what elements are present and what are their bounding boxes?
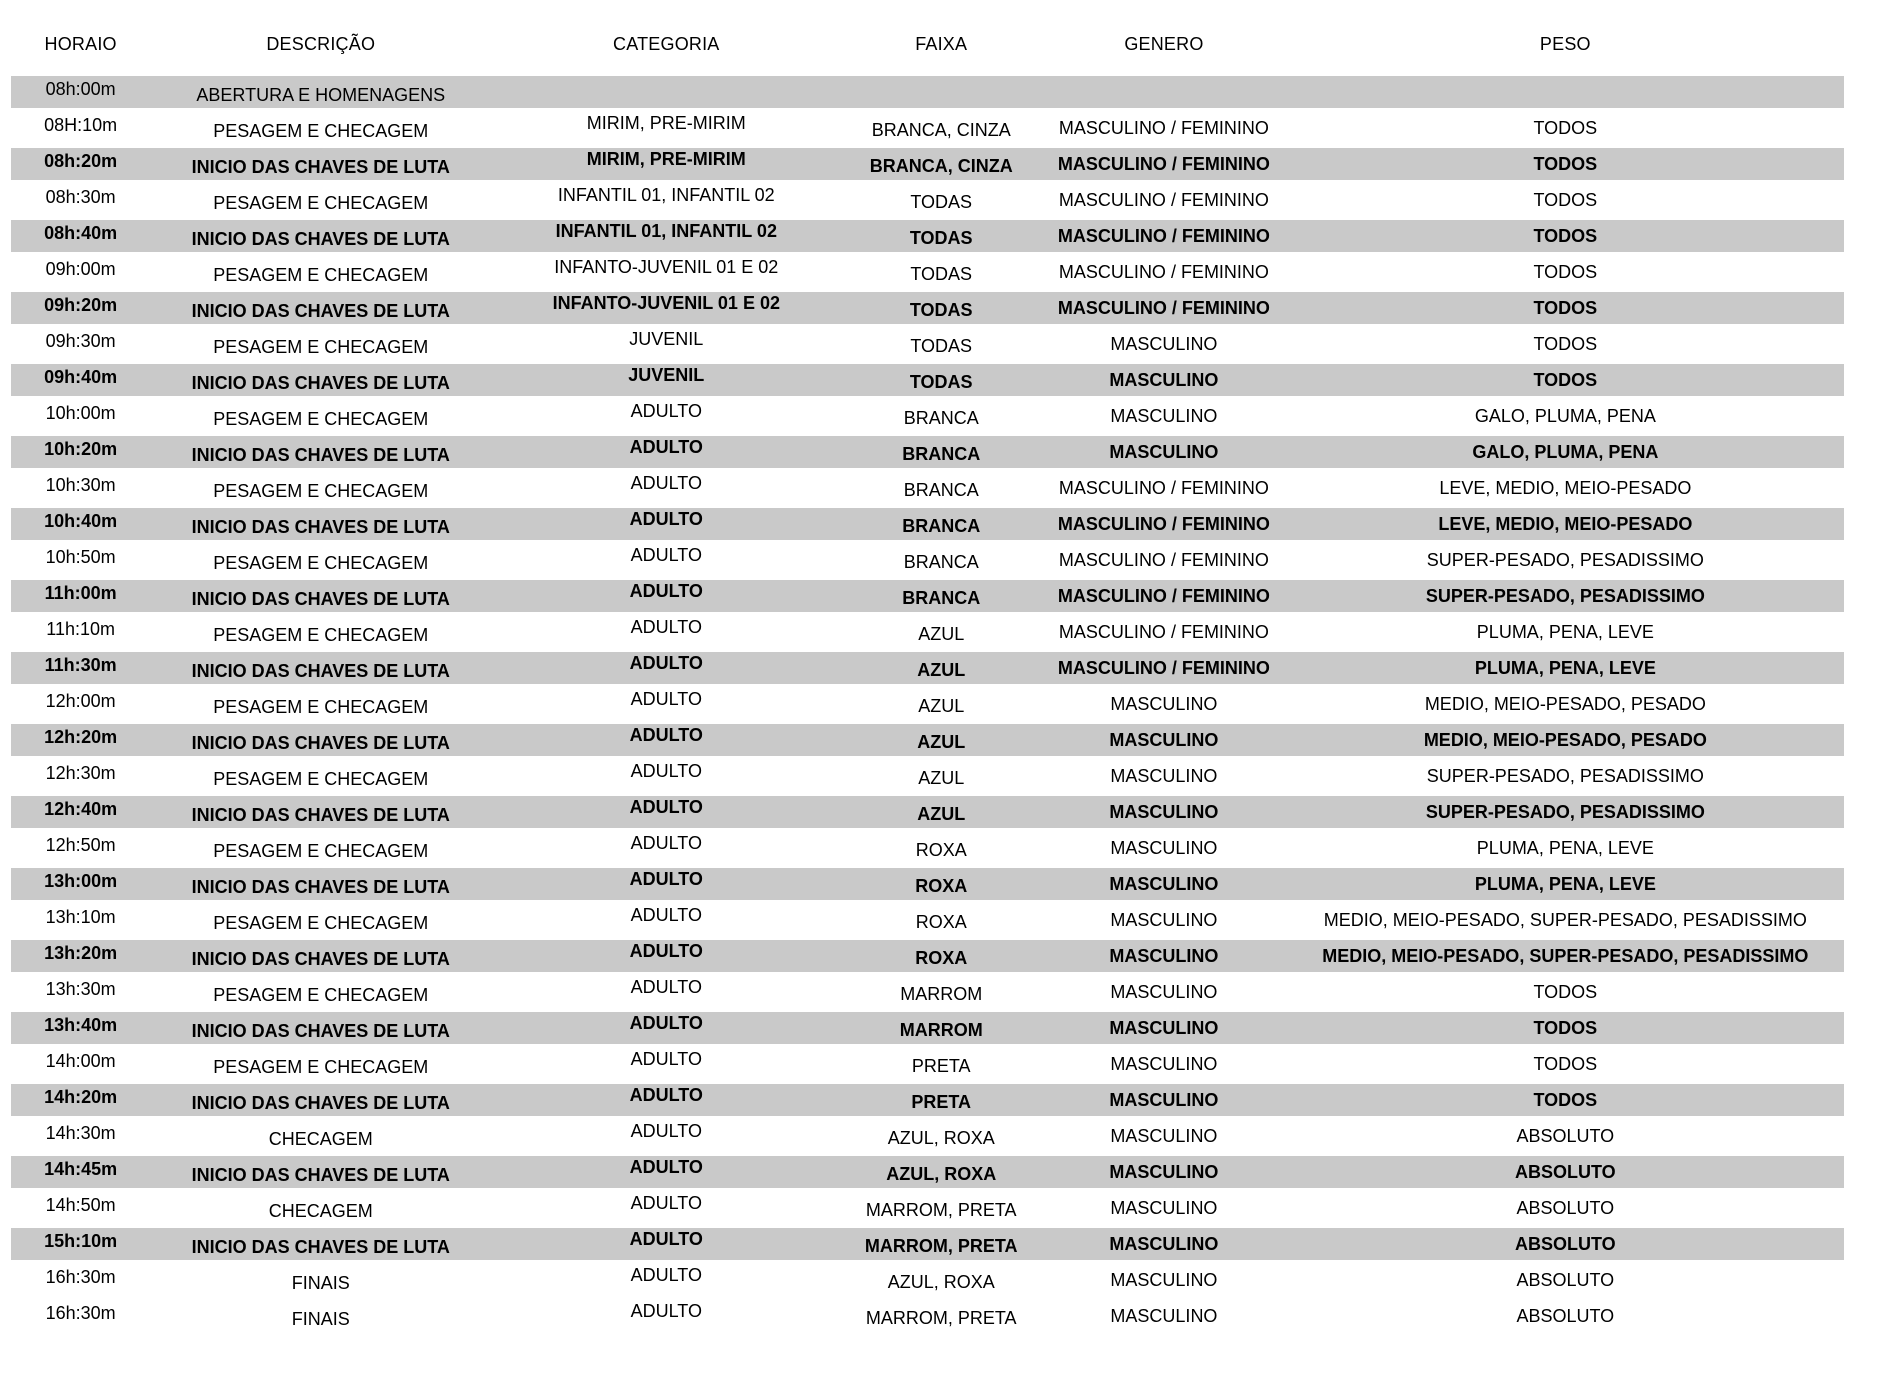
cell-horario: 14h:20m: [44, 1086, 118, 1107]
cell-genero: MASCULINO: [1110, 1197, 1218, 1218]
table-row: [11, 1046, 1844, 1082]
cell-categoria: ADULTO: [630, 832, 702, 853]
cell-peso: GALO, PLUMA, PENA: [1474, 405, 1656, 426]
cell-categoria: JUVENIL: [628, 364, 705, 385]
cell-peso: TODOS: [1533, 333, 1598, 354]
cell-categoria: ADULTO: [630, 1300, 702, 1321]
table-row: [11, 578, 1844, 614]
cell-faixa: MARROM: [899, 1019, 983, 1040]
cell-genero: MASCULINO: [1110, 837, 1218, 858]
cell-genero: MASCULINO: [1110, 909, 1218, 930]
cell-horario: 15h:10m: [44, 1230, 118, 1251]
cell-descricao: PESAGEM E CHECAGEM: [213, 840, 429, 861]
cell-categoria: ADULTO: [630, 544, 702, 565]
cell-descricao: PESAGEM E CHECAGEM: [213, 480, 429, 501]
cell-categoria: INFANTIL 01, INFANTIL 02: [557, 184, 775, 205]
table-row: [11, 974, 1844, 1010]
cell-peso: TODOS: [1533, 153, 1598, 174]
cell-faixa: BRANCA: [902, 515, 981, 536]
cell-categoria: ADULTO: [630, 688, 702, 709]
cell-faixa: TODAS: [909, 371, 973, 392]
cell-horario: 13h:10m: [45, 906, 116, 927]
cell-categoria: ADULTO: [630, 1192, 702, 1213]
cell-categoria: ADULTO: [629, 1012, 703, 1033]
cell-descricao: PESAGEM E CHECAGEM: [213, 912, 429, 933]
table-row: [11, 650, 1844, 686]
cell-faixa: BRANCA, CINZA: [869, 155, 1013, 176]
cell-categoria: INFANTO-JUVENIL 01 E 02: [554, 256, 779, 277]
cell-peso: TODOS: [1533, 1089, 1598, 1110]
table-row: [11, 758, 1844, 794]
cell-descricao: PESAGEM E CHECAGEM: [213, 336, 429, 357]
cell-descricao: INICIO DAS CHAVES DE LUTA: [191, 444, 450, 465]
cell-descricao: INICIO DAS CHAVES DE LUTA: [191, 804, 450, 825]
cell-peso: TODOS: [1533, 1017, 1598, 1038]
event-schedule-table: [11, 24, 1844, 1334]
cell-categoria: ADULTO: [629, 940, 703, 961]
cell-faixa: BRANCA: [903, 407, 979, 428]
cell-peso: TODOS: [1533, 261, 1598, 282]
cell-descricao: PESAGEM E CHECAGEM: [213, 120, 429, 141]
cell-peso: MEDIO, MEIO-PESADO, PESADO: [1423, 729, 1707, 750]
cell-peso: ABSOLUTO: [1516, 1269, 1615, 1290]
cell-faixa: BRANCA, CINZA: [871, 119, 1011, 140]
cell-descricao: INICIO DAS CHAVES DE LUTA: [191, 588, 450, 609]
cell-descricao: INICIO DAS CHAVES DE LUTA: [191, 300, 450, 321]
cell-faixa: TODAS: [909, 299, 973, 320]
cell-descricao: CHECAGEM: [268, 1128, 373, 1149]
cell-peso: ABSOLUTO: [1516, 1197, 1615, 1218]
cell-faixa: AZUL: [917, 731, 966, 752]
table-row: [11, 362, 1844, 398]
cell-peso: ABSOLUTO: [1515, 1233, 1616, 1254]
table-row: [11, 1010, 1844, 1046]
cell-faixa: MARROM: [900, 983, 983, 1004]
cell-horario: 16h:30m: [45, 1302, 116, 1323]
cell-horario: 10h:30m: [45, 474, 116, 495]
cell-peso: LEVE, MEDIO, MEIO-PESADO: [1438, 513, 1693, 534]
cell-peso: TODOS: [1533, 225, 1598, 246]
cell-genero: MASCULINO: [1110, 1125, 1218, 1146]
table-row: [11, 470, 1844, 506]
cell-genero: MASCULINO: [1109, 873, 1219, 894]
cell-categoria: ADULTO: [630, 1120, 702, 1141]
cell-horario: 14h:30m: [45, 1122, 116, 1143]
table-row: [11, 866, 1844, 902]
cell-faixa: ROXA: [915, 839, 967, 860]
cell-genero: MASCULINO: [1109, 1017, 1219, 1038]
cell-genero: MASCULINO: [1109, 1089, 1219, 1110]
cell-categoria: ADULTO: [629, 1228, 703, 1249]
cell-categoria: ADULTO: [629, 508, 703, 529]
cell-faixa: AZUL: [917, 803, 966, 824]
table-row: [11, 830, 1844, 866]
cell-horario: 08h:20m: [44, 150, 118, 171]
cell-genero: MASCULINO / FEMININO: [1058, 549, 1269, 570]
table-row: [11, 506, 1844, 542]
cell-descricao: INICIO DAS CHAVES DE LUTA: [191, 1236, 450, 1257]
cell-faixa: BRANCA: [903, 551, 979, 572]
cell-descricao: INICIO DAS CHAVES DE LUTA: [191, 1092, 450, 1113]
cell-faixa: TODAS: [910, 191, 973, 212]
cell-genero: MASCULINO / FEMININO: [1058, 477, 1269, 498]
cell-faixa: MARROM, PRETA: [865, 1307, 1017, 1328]
cell-peso: MEDIO, MEIO-PESADO, SUPER-PESADO, PESADISSIMO: [1323, 909, 1807, 930]
cell-horario: 10h:00m: [45, 402, 116, 423]
cell-descricao: CHECAGEM: [268, 1200, 373, 1221]
cell-horario: 12h:00m: [45, 690, 116, 711]
cell-descricao: PESAGEM E CHECAGEM: [213, 1056, 429, 1077]
cell-peso: ABSOLUTO: [1516, 1125, 1615, 1146]
cell-horario: 13h:00m: [44, 870, 118, 891]
cell-categoria: ADULTO: [629, 724, 703, 745]
table-row: [11, 1262, 1844, 1298]
table-body: [11, 74, 1844, 1334]
cell-peso: SUPER-PESADO, PESADISSIMO: [1426, 549, 1704, 570]
cell-genero: MASCULINO: [1110, 333, 1218, 354]
column-header-peso: PESO: [1539, 33, 1591, 54]
cell-horario: 10h:50m: [45, 546, 116, 567]
cell-categoria: ADULTO: [629, 580, 703, 601]
cell-peso: PLUMA, PENA, LEVE: [1474, 873, 1656, 894]
table-row: [11, 1190, 1844, 1226]
cell-peso: TODOS: [1533, 1053, 1598, 1074]
cell-faixa: AZUL, ROXA: [886, 1163, 997, 1184]
cell-faixa: MARROM, PRETA: [865, 1199, 1017, 1220]
cell-descricao: INICIO DAS CHAVES DE LUTA: [191, 1020, 450, 1041]
column-header-genero: GENERO: [1124, 33, 1204, 54]
cell-genero: MASCULINO: [1110, 1305, 1218, 1326]
cell-descricao: INICIO DAS CHAVES DE LUTA: [191, 1164, 450, 1185]
cell-categoria: JUVENIL: [629, 328, 704, 349]
cell-categoria: ADULTO: [629, 868, 703, 889]
cell-faixa: ROXA: [915, 947, 968, 968]
cell-genero: MASCULINO / FEMININO: [1058, 261, 1269, 282]
cell-descricao: PESAGEM E CHECAGEM: [213, 264, 429, 285]
cell-horario: 10h:40m: [44, 510, 118, 531]
cell-faixa: AZUL: [918, 767, 965, 788]
cell-categoria: ADULTO: [629, 1084, 703, 1105]
table-row: [11, 902, 1844, 938]
cell-descricao: INICIO DAS CHAVES DE LUTA: [191, 156, 450, 177]
cell-categoria: ADULTO: [630, 616, 702, 637]
cell-peso: TODOS: [1533, 981, 1598, 1002]
cell-peso: SUPER-PESADO, PESADISSIMO: [1426, 765, 1704, 786]
cell-faixa: MARROM, PRETA: [864, 1235, 1018, 1256]
cell-horario: 08h:40m: [44, 222, 118, 243]
cell-descricao: INICIO DAS CHAVES DE LUTA: [191, 948, 450, 969]
cell-categoria: ADULTO: [630, 976, 702, 997]
table-row: [11, 254, 1844, 290]
cell-horario: 08h:00m: [45, 78, 116, 99]
cell-genero: MASCULINO: [1110, 405, 1218, 426]
cell-descricao: PESAGEM E CHECAGEM: [213, 984, 429, 1005]
cell-genero: MASCULINO: [1110, 765, 1218, 786]
cell-genero: MASCULINO / FEMININO: [1057, 225, 1270, 246]
cell-genero: MASCULINO: [1109, 1161, 1219, 1182]
cell-horario: 12h:30m: [45, 762, 116, 783]
table-row: [11, 326, 1844, 362]
cell-horario: 10h:20m: [44, 438, 118, 459]
cell-peso: MEDIO, MEIO-PESADO, SUPER-PESADO, PESADISSIMO: [1322, 945, 1809, 966]
cell-peso: SUPER-PESADO, PESADISSIMO: [1425, 801, 1705, 822]
cell-horario: 13h:40m: [44, 1014, 118, 1035]
cell-faixa: AZUL: [918, 623, 965, 644]
cell-genero: MASCULINO: [1109, 729, 1219, 750]
cell-horario: 14h:50m: [45, 1194, 116, 1215]
cell-faixa: AZUL: [917, 659, 966, 680]
cell-horario: 09h:40m: [44, 366, 118, 387]
cell-horario: 14h:45m: [44, 1158, 118, 1179]
cell-peso: ABSOLUTO: [1516, 1305, 1615, 1326]
table-row: [11, 686, 1844, 722]
cell-horario: 08H:10m: [44, 114, 118, 135]
cell-categoria: ADULTO: [630, 760, 702, 781]
cell-descricao: PESAGEM E CHECAGEM: [213, 768, 429, 789]
cell-descricao: FINAIS: [291, 1308, 350, 1329]
cell-genero: MASCULINO: [1109, 945, 1219, 966]
cell-faixa: AZUL, ROXA: [887, 1271, 995, 1292]
table-row: [11, 218, 1844, 254]
cell-horario: 09h:00m: [45, 258, 116, 279]
cell-categoria: INFANTIL 01, INFANTIL 02: [555, 220, 777, 241]
cell-descricao: PESAGEM E CHECAGEM: [213, 552, 429, 573]
cell-horario: 08h:30m: [45, 186, 116, 207]
table-row: [11, 1082, 1844, 1118]
cell-descricao: FINAIS: [291, 1272, 350, 1293]
cell-genero: MASCULINO / FEMININO: [1057, 297, 1270, 318]
column-header-descricao: DESCRIÇÃO: [266, 33, 376, 54]
cell-genero: MASCULINO / FEMININO: [1057, 513, 1270, 534]
cell-descricao: INICIO DAS CHAVES DE LUTA: [191, 876, 450, 897]
cell-genero: MASCULINO: [1109, 801, 1219, 822]
table-row: [11, 74, 1844, 110]
cell-horario: 14h:00m: [45, 1050, 116, 1071]
cell-genero: MASCULINO / FEMININO: [1058, 117, 1269, 138]
table-row: [11, 1118, 1844, 1154]
cell-categoria: ADULTO: [630, 472, 702, 493]
cell-horario: 12h:20m: [44, 726, 118, 747]
cell-peso: TODOS: [1533, 117, 1598, 138]
cell-peso: MEDIO, MEIO-PESADO, PESADO: [1424, 693, 1706, 714]
table-row: [11, 110, 1844, 146]
cell-horario: 13h:30m: [45, 978, 116, 999]
cell-categoria: ADULTO: [630, 904, 702, 925]
cell-genero: MASCULINO / FEMININO: [1057, 585, 1270, 606]
cell-peso: TODOS: [1533, 369, 1598, 390]
cell-peso: LEVE, MEDIO, MEIO-PESADO: [1439, 477, 1692, 498]
cell-categoria: ADULTO: [629, 652, 703, 673]
cell-descricao: PESAGEM E CHECAGEM: [213, 624, 429, 645]
cell-genero: MASCULINO: [1109, 441, 1219, 462]
cell-faixa: BRANCA: [902, 587, 981, 608]
table-row: [11, 1226, 1844, 1262]
cell-descricao: PESAGEM E CHECAGEM: [213, 696, 429, 717]
cell-genero: MASCULINO: [1109, 1233, 1219, 1254]
cell-categoria: ADULTO: [629, 1156, 703, 1177]
cell-genero: MASCULINO / FEMININO: [1058, 189, 1269, 210]
table-row: [11, 938, 1844, 974]
cell-genero: MASCULINO: [1110, 1269, 1218, 1290]
cell-peso: TODOS: [1533, 297, 1598, 318]
cell-faixa: ROXA: [915, 875, 968, 896]
cell-peso: ABSOLUTO: [1515, 1161, 1616, 1182]
cell-horario: 11h:00m: [44, 582, 117, 603]
cell-genero: MASCULINO: [1110, 693, 1218, 714]
table-row: [11, 794, 1844, 830]
cell-faixa: PRETA: [911, 1091, 972, 1112]
cell-faixa: BRANCA: [903, 479, 979, 500]
cell-categoria: ADULTO: [630, 1264, 702, 1285]
cell-categoria: ADULTO: [630, 1048, 702, 1069]
table-row: [11, 1154, 1844, 1190]
cell-horario: 16h:30m: [45, 1266, 116, 1287]
cell-descricao: PESAGEM E CHECAGEM: [213, 192, 429, 213]
cell-horario: 09h:30m: [45, 330, 116, 351]
table-row: [11, 542, 1844, 578]
cell-descricao: ABERTURA E HOMENAGENS: [196, 84, 446, 105]
cell-categoria: INFANTO-JUVENIL 01 E 02: [552, 292, 780, 313]
cell-genero: MASCULINO: [1110, 981, 1218, 1002]
cell-categoria: ADULTO: [629, 796, 703, 817]
cell-peso: TODOS: [1533, 189, 1598, 210]
cell-peso: GALO, PLUMA, PENA: [1472, 441, 1659, 462]
column-header-horario: HORAIO: [44, 33, 117, 54]
cell-peso: PLUMA, PENA, LEVE: [1476, 621, 1654, 642]
cell-peso: SUPER-PESADO, PESADISSIMO: [1425, 585, 1705, 606]
cell-genero: MASCULINO / FEMININO: [1057, 153, 1270, 174]
table-row: [11, 290, 1844, 326]
cell-descricao: INICIO DAS CHAVES DE LUTA: [191, 372, 450, 393]
table-row: [11, 1298, 1844, 1334]
table-header-row: [11, 24, 1844, 64]
cell-faixa: PRETA: [911, 1055, 971, 1076]
table-row: [11, 182, 1844, 218]
cell-genero: MASCULINO / FEMININO: [1058, 621, 1269, 642]
cell-peso: PLUMA, PENA, LEVE: [1474, 657, 1656, 678]
cell-descricao: INICIO DAS CHAVES DE LUTA: [191, 660, 450, 681]
cell-horario: 12h:50m: [45, 834, 116, 855]
cell-horario: 09h:20m: [44, 294, 118, 315]
cell-horario: 13h:20m: [44, 942, 118, 963]
cell-descricao: INICIO DAS CHAVES DE LUTA: [191, 516, 450, 537]
cell-genero: MASCULINO: [1110, 1053, 1218, 1074]
cell-faixa: AZUL: [918, 695, 965, 716]
cell-faixa: BRANCA: [902, 443, 981, 464]
cell-horario: 12h:40m: [44, 798, 118, 819]
cell-faixa: TODAS: [910, 335, 973, 356]
cell-descricao: PESAGEM E CHECAGEM: [213, 408, 429, 429]
cell-horario: 11h:30m: [44, 654, 117, 675]
cell-faixa: AZUL, ROXA: [887, 1127, 995, 1148]
cell-faixa: TODAS: [910, 263, 973, 284]
cell-descricao: INICIO DAS CHAVES DE LUTA: [191, 732, 450, 753]
table-row: [11, 614, 1844, 650]
column-header-faixa: FAIXA: [915, 33, 968, 54]
table-row: [11, 398, 1844, 434]
table-row: [11, 434, 1844, 470]
cell-descricao: INICIO DAS CHAVES DE LUTA: [191, 228, 450, 249]
cell-categoria: MIRIM, PRE-MIRIM: [586, 112, 746, 133]
cell-genero: MASCULINO / FEMININO: [1057, 657, 1270, 678]
cell-genero: MASCULINO: [1109, 369, 1219, 390]
cell-categoria: ADULTO: [630, 400, 702, 421]
column-header-categoria: CATEGORIA: [613, 33, 720, 54]
table-row: [11, 146, 1844, 182]
cell-peso: PLUMA, PENA, LEVE: [1476, 837, 1654, 858]
cell-faixa: ROXA: [915, 911, 967, 932]
cell-faixa: TODAS: [909, 227, 973, 248]
table-row: [11, 722, 1844, 758]
cell-categoria: ADULTO: [629, 436, 703, 457]
cell-horario: 11h:10m: [46, 618, 115, 639]
cell-categoria: MIRIM, PRE-MIRIM: [586, 148, 746, 169]
